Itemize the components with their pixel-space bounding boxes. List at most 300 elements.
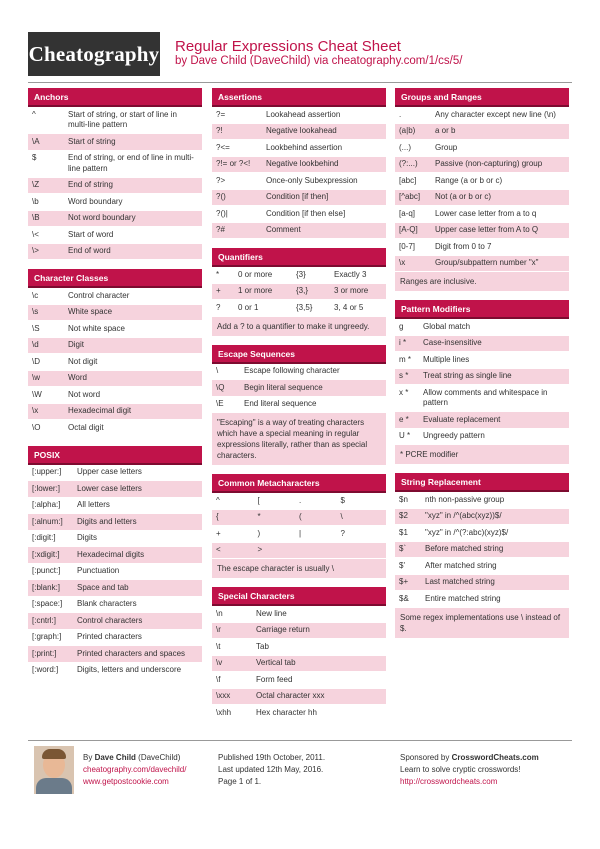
row-description: Lookbehind assertion	[266, 142, 343, 152]
row-description: Octal digit	[68, 422, 104, 432]
row-key: $`	[399, 544, 407, 553]
row-key: (...)	[399, 142, 411, 152]
table-row	[212, 157, 386, 174]
row-key: $'	[399, 560, 405, 570]
table-row	[28, 597, 202, 614]
row-key: $n	[399, 494, 408, 504]
row-description: Word	[68, 373, 87, 382]
replace-note: Some regex implementations use \ instead of $.	[395, 608, 569, 638]
table-row	[395, 319, 569, 336]
table-row	[28, 630, 202, 647]
row-key: .	[399, 109, 402, 119]
groups-ranges-section	[395, 88, 569, 291]
cell: $	[340, 495, 345, 505]
table-row	[395, 591, 569, 608]
row-key: ?<=	[216, 142, 230, 152]
posix-rows	[28, 465, 202, 680]
row-description: After matched string	[425, 560, 497, 570]
pattern-modifiers-section	[395, 300, 569, 464]
row-description: Condition [if then else]	[266, 208, 346, 218]
cell: Exactly 3	[334, 269, 367, 279]
row-key: m *	[399, 354, 411, 364]
table-row	[395, 429, 569, 446]
cell	[299, 545, 341, 556]
table-row	[28, 613, 202, 630]
charclasses-rows	[28, 288, 202, 437]
special-characters-section	[212, 587, 386, 722]
table-row	[395, 575, 569, 592]
assertions-heading: Assertions	[212, 88, 386, 107]
published-date: Published 19th October, 2011.	[218, 753, 326, 762]
table-row	[212, 510, 386, 527]
row-description: Start of string, or start of line in multi-line pattern	[68, 109, 177, 129]
sponsor-label: Sponsored by	[400, 753, 450, 762]
row-description: Not word	[68, 389, 101, 399]
row-description: Evaluate replacement	[423, 414, 501, 424]
row-key: ?>	[216, 175, 226, 185]
footer-by: By	[83, 753, 93, 762]
table-row	[212, 140, 386, 157]
row-key: \s	[32, 307, 39, 316]
table-row	[28, 420, 202, 437]
row-key: \v	[216, 658, 223, 667]
cell: *	[257, 512, 261, 521]
row-key: \f	[216, 674, 221, 684]
assertions-rows	[212, 107, 386, 239]
anchors-rows	[28, 107, 202, 260]
escape-note: "Escaping" is a way of treating characters which have a special meaning in regular expressions literally, rather than as special characters.	[212, 413, 386, 465]
row-key: [0-7]	[399, 241, 416, 251]
table-row	[395, 124, 569, 141]
row-key: (a|b)	[399, 126, 416, 135]
row-key: $2	[399, 511, 408, 520]
row-key: [:space:]	[32, 599, 63, 608]
table-row	[212, 380, 386, 397]
row-key: \Z	[32, 180, 40, 189]
cell: .	[299, 495, 302, 505]
row-key: [abc]	[399, 175, 417, 185]
row-key: \Q	[216, 382, 225, 392]
row-description: Digits	[77, 533, 98, 542]
row-description: Case-insensitive	[423, 338, 482, 347]
row-description: All letters	[77, 500, 110, 509]
cell: 0 or more	[238, 269, 273, 279]
footer-handle: (DaveChild)	[138, 753, 181, 762]
posix-heading: POSIX	[28, 446, 202, 465]
table-row	[395, 385, 569, 412]
author-website-link[interactable]: www.getpostcookie.com	[83, 777, 169, 786]
table-row	[28, 151, 202, 178]
sponsor-name[interactable]: CrosswordCheats.com	[451, 753, 539, 762]
table-row	[212, 190, 386, 207]
row-description: Escape following character	[244, 366, 340, 375]
row-key: \O	[32, 422, 41, 432]
cell: 1 or more	[238, 286, 273, 295]
row-key: \xhh	[216, 707, 232, 717]
row-description: Digit from 0 to 7	[435, 241, 492, 251]
row-description: Not (a or b or c)	[435, 192, 492, 201]
row-key: \c	[32, 290, 39, 300]
row-key: [:blank:]	[32, 582, 61, 592]
row-description: Hexadecimal digits	[77, 549, 145, 559]
groups-rows	[395, 107, 569, 272]
row-key: $+	[399, 577, 409, 586]
row-description: Carriage return	[256, 625, 310, 634]
cell: ?	[340, 528, 345, 538]
table-row	[395, 239, 569, 256]
byline-by: by	[175, 55, 188, 67]
row-description: Tab	[256, 641, 269, 651]
row-description: Octal character xxx	[256, 691, 325, 700]
quantifiers-heading: Quantifiers	[212, 248, 386, 267]
row-description: Group	[435, 142, 458, 152]
table-row	[395, 558, 569, 575]
groups-note: Ranges are inclusive.	[395, 272, 569, 291]
table-row	[395, 352, 569, 369]
row-key: i *	[399, 338, 407, 347]
footer-author	[83, 752, 186, 788]
table-row	[212, 223, 386, 240]
cell: ^	[216, 495, 220, 505]
table-row	[28, 107, 202, 134]
updated-date: Last updated 12th May, 2016.	[218, 765, 324, 774]
quantifiers-section	[212, 248, 386, 336]
row-key: [:graph:]	[32, 632, 62, 641]
row-key: g	[399, 321, 404, 331]
row-description: Lookahead assertion	[266, 109, 341, 119]
row-description: Digit	[68, 340, 85, 349]
table-row	[28, 564, 202, 581]
table-row	[28, 244, 202, 261]
row-key: [:word:]	[32, 665, 59, 674]
row-description: Hexadecimal digit	[68, 406, 132, 415]
row-key: \d	[32, 340, 39, 349]
table-row	[395, 542, 569, 559]
cell: <	[216, 545, 221, 554]
row-description: Upper case letter from A to Q	[435, 225, 539, 234]
table-row	[395, 412, 569, 429]
table-row	[212, 639, 386, 656]
cell: +	[216, 286, 221, 295]
table-row	[28, 646, 202, 663]
row-key: \D	[32, 356, 40, 366]
row-key: ?=	[216, 109, 226, 119]
author-avatar	[34, 746, 74, 794]
table-row	[28, 547, 202, 564]
table-row	[212, 107, 386, 124]
row-description: Not word boundary	[68, 213, 136, 222]
charclasses-heading: Character Classes	[28, 269, 202, 288]
row-description: End of word	[68, 246, 111, 255]
table-row	[212, 493, 386, 510]
table-row	[212, 672, 386, 689]
table-row	[212, 526, 386, 543]
cell: {	[216, 512, 219, 521]
row-description: Lower case letter from a to q	[435, 208, 537, 218]
cell: >	[257, 545, 263, 554]
row-key: \>	[32, 246, 39, 255]
row-description: Begin literal sequence	[244, 382, 323, 392]
row-description: Not white space	[68, 323, 125, 333]
row-description: Allow comments and whitespace in pattern	[423, 387, 548, 407]
table-row	[395, 190, 569, 207]
row-description: Once-only Subexpression	[266, 175, 358, 185]
cell: {3,}	[296, 286, 309, 295]
row-description: Start of word	[68, 229, 114, 239]
row-description: Printed characters and spaces	[77, 648, 186, 658]
header-divider	[28, 82, 572, 83]
table-row	[28, 288, 202, 305]
row-description: End of string	[68, 180, 113, 189]
table-row	[212, 284, 386, 301]
byline-via: via	[313, 55, 329, 67]
row-key: \xxx	[216, 691, 231, 700]
row-description: Digits and letters	[77, 516, 137, 526]
groups-heading: Groups and Ranges	[395, 88, 569, 107]
table-row	[28, 338, 202, 355]
row-description: Digits, letters and underscore	[77, 665, 182, 674]
page-title: Regular Expressions Cheat Sheet	[175, 38, 401, 55]
escape-rows	[212, 364, 386, 414]
row-key: ?#	[216, 225, 225, 234]
row-key: ?()	[216, 192, 226, 201]
row-key: \b	[32, 196, 39, 206]
row-key: ^	[32, 109, 36, 119]
escape-heading: Escape Sequences	[212, 345, 386, 364]
row-description: Form feed	[256, 674, 293, 684]
cell: )	[257, 528, 261, 538]
row-description: Printed characters	[77, 632, 142, 641]
byline	[175, 55, 462, 67]
table-row	[28, 498, 202, 515]
table-row	[28, 404, 202, 421]
column-1	[28, 88, 202, 688]
row-description: "xyz" in /^(?:abc)(xyz)$/	[425, 527, 509, 537]
cheatography-logo[interactable]: Cheatography	[28, 32, 160, 76]
table-row	[212, 364, 386, 381]
author-link[interactable]: Dave Child (DaveChild)	[190, 55, 311, 67]
table-row	[28, 134, 202, 151]
row-description: New line	[256, 608, 287, 618]
table-row	[212, 656, 386, 673]
row-key: $	[32, 153, 37, 162]
special-heading: Special Characters	[212, 587, 386, 606]
column-2	[212, 88, 386, 731]
replace-heading: String Replacement	[395, 473, 569, 492]
cell: +	[216, 528, 221, 538]
table-row	[28, 305, 202, 322]
row-description: Word boundary	[68, 196, 123, 206]
row-description: Any character except new line (\n)	[435, 109, 556, 119]
row-description: Range (a or b or c)	[435, 175, 503, 185]
table-row	[212, 397, 386, 414]
table-row	[212, 206, 386, 223]
row-key: $1	[399, 527, 408, 537]
footer-dates	[218, 752, 325, 788]
table-row	[28, 531, 202, 548]
row-key: [^abc]	[399, 192, 421, 201]
row-key: e *	[399, 414, 409, 424]
row-description: Control characters	[77, 615, 143, 625]
row-key: \S	[32, 323, 40, 333]
table-row	[28, 211, 202, 228]
table-row	[395, 336, 569, 353]
row-description: Not digit	[68, 356, 98, 366]
row-key: \	[216, 366, 219, 375]
anchors-heading: Anchors	[28, 88, 202, 107]
row-description: Vertical tab	[256, 658, 296, 667]
table-row	[212, 705, 386, 722]
table-row	[212, 606, 386, 623]
quantifiers-rows	[212, 267, 386, 317]
row-description: Before matched string	[425, 544, 504, 553]
string-replacement-section	[395, 473, 569, 638]
table-row	[395, 206, 569, 223]
row-key: [:punct:]	[32, 566, 61, 575]
row-description: Treat string as single line	[423, 371, 512, 380]
column-3	[395, 88, 569, 647]
table-row	[395, 369, 569, 386]
footer-divider	[28, 740, 572, 741]
row-description: End of string, or end of line in multi-line pattern	[68, 153, 194, 173]
row-key: \r	[216, 625, 221, 634]
table-row	[212, 124, 386, 141]
quantifiers-note: Add a ? to a quantifier to make it ungreedy.	[212, 317, 386, 336]
row-key: [:cntrl:]	[32, 615, 57, 625]
row-key: (?:...)	[399, 159, 418, 168]
row-key: [:lower:]	[32, 483, 61, 493]
cell: (	[299, 512, 302, 521]
table-row	[395, 223, 569, 240]
table-row	[395, 256, 569, 273]
row-description: Control character	[68, 290, 130, 300]
cell: 3, 4 or 5	[334, 302, 364, 312]
table-row	[28, 194, 202, 211]
row-key: \x	[32, 406, 39, 415]
footer-name: Dave Child	[94, 753, 136, 762]
table-row	[28, 354, 202, 371]
row-key: [a-q]	[399, 208, 416, 218]
row-description: Passive (non-capturing) group	[435, 159, 543, 168]
assertions-section	[212, 88, 386, 239]
row-key: U *	[399, 431, 411, 440]
table-row	[28, 387, 202, 404]
row-description: Upper case letters	[77, 467, 142, 476]
row-key: x *	[399, 387, 409, 397]
row-description: Negative lookbehind	[266, 159, 339, 168]
anchors-section	[28, 88, 202, 260]
escape-sequences-section	[212, 345, 386, 466]
table-row	[28, 465, 202, 482]
row-description: Global match	[423, 321, 471, 331]
row-description: Space and tab	[77, 582, 129, 592]
table-row	[28, 371, 202, 388]
row-key: \W	[32, 389, 42, 399]
modifiers-heading: Pattern Modifiers	[395, 300, 569, 319]
row-description: Punctuation	[77, 566, 120, 575]
row-description: Ungreedy pattern	[423, 431, 485, 440]
row-description: nth non-passive group	[425, 494, 505, 504]
special-rows	[212, 606, 386, 722]
row-key: [:alnum:]	[32, 516, 63, 526]
table-row	[28, 514, 202, 531]
table-row	[28, 178, 202, 195]
table-row	[212, 267, 386, 284]
meta-heading: Common Metacharacters	[212, 474, 386, 493]
row-description: a or b	[435, 126, 456, 135]
row-key: ?!	[216, 126, 223, 135]
row-description: Comment	[266, 225, 301, 234]
table-row	[212, 543, 386, 560]
replace-rows	[395, 492, 569, 608]
row-description: Lower case letters	[77, 483, 142, 493]
row-description: Entire matched string	[425, 593, 501, 603]
cell: [	[257, 495, 260, 505]
row-key: [:xdigit:]	[32, 549, 60, 559]
table-row	[28, 481, 202, 498]
table-row	[395, 173, 569, 190]
row-key: \w	[32, 373, 40, 382]
row-key: $&	[399, 593, 409, 603]
row-key: [:alpha:]	[32, 500, 61, 509]
table-row	[28, 663, 202, 680]
sponsor-link[interactable]: http://crosswordcheats.com	[400, 777, 498, 786]
table-row	[395, 525, 569, 542]
row-key: \<	[32, 229, 39, 239]
modifiers-rows	[395, 319, 569, 445]
table-row	[28, 227, 202, 244]
row-key: ?!= or ?<!	[216, 159, 251, 168]
row-key: [A-Q]	[399, 225, 418, 234]
row-description: Last matched string	[425, 577, 495, 586]
cell: |	[299, 528, 302, 538]
sheet-url-link[interactable]: cheatography.com/1/cs/5/	[331, 55, 463, 67]
row-key: \A	[32, 136, 40, 146]
table-row	[395, 492, 569, 509]
table-row	[395, 157, 569, 174]
cell: 0 or 1	[238, 302, 259, 312]
row-description: Multiple lines	[423, 354, 470, 364]
row-key: \E	[216, 399, 224, 408]
row-description: Negative lookahead	[266, 126, 337, 135]
row-key: [:print:]	[32, 648, 57, 658]
meta-note: The escape character is usually \	[212, 559, 386, 578]
table-row	[395, 107, 569, 124]
row-description: Hex character hh	[256, 707, 317, 717]
row-description: End literal sequence	[244, 399, 317, 408]
metacharacters-section	[212, 474, 386, 578]
page-count: Page 1 of 1.	[218, 777, 262, 786]
cell	[341, 545, 383, 556]
table-row	[212, 300, 386, 317]
cell: *	[216, 269, 220, 279]
table-row	[28, 321, 202, 338]
cell: ?	[216, 302, 221, 312]
footer-sponsor	[400, 752, 539, 788]
table-row	[395, 509, 569, 526]
table-row	[212, 173, 386, 190]
cell: {3}	[296, 269, 306, 279]
row-key: \t	[216, 641, 221, 651]
meta-rows	[212, 493, 386, 559]
row-description: Group/subpattern number "x"	[435, 258, 539, 267]
row-description: "xyz" in /^(abc(xyz))$/	[425, 511, 502, 520]
author-profile-link[interactable]: cheatography.com/davechild/	[83, 765, 187, 774]
table-row	[395, 140, 569, 157]
row-description: White space	[68, 307, 113, 316]
row-key: s *	[399, 371, 409, 380]
row-key: \B	[32, 213, 40, 222]
